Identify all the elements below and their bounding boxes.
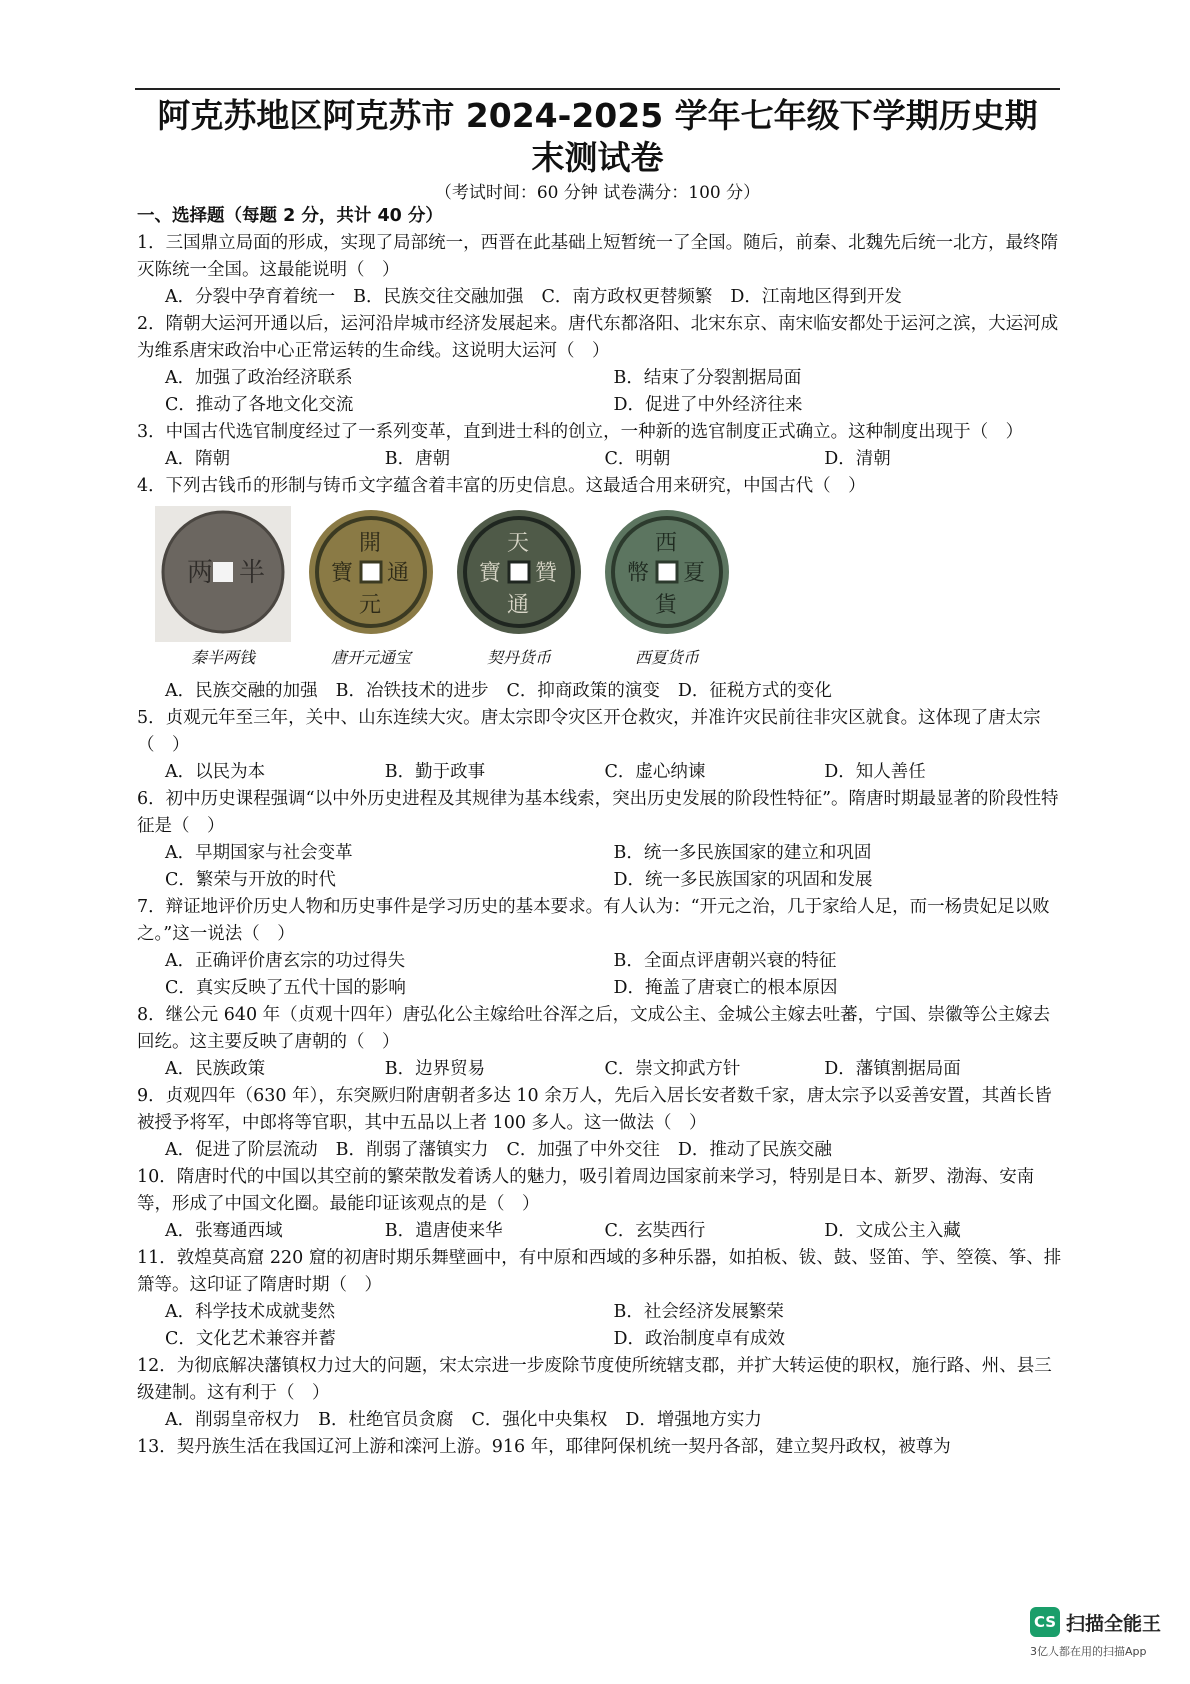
coin-char: 夏 [683,561,706,586]
option-a: A．科学技术成就斐然 [165,1302,336,1322]
option-c: C．真实反映了五代十国的影响 [165,978,406,998]
coin-char: 两 [187,558,214,588]
page-title-line2: 末测试卷 [531,138,664,177]
coin-caption: 唐开元通宝 [330,648,411,667]
option-d: D．藩镇割据局面 [824,1059,961,1079]
option-d: D．掩盖了唐衰亡的根本原因 [613,978,838,998]
option-b: B．统一多民族国家的建立和巩固 [613,843,872,863]
coin-khitan [451,506,587,676]
option-d: D．文成公主入藏 [824,1221,961,1241]
question-10 [137,1164,1062,1245]
option-b: B．边界贸易 [384,1059,486,1079]
question-stem: 7．辩证地评价历史人物和历史事件是学习历史的基本要求。有人认为：“开元之治，几于家给人足，而一杨贵妃足以败之。”这一说法（ ） [137,897,1050,944]
question-stem: 3．中国古代选官制度经过了一系列变革，直到进士科的创立，一种新的选官制度正式确立。这种制度出现于（ ） [137,422,1024,442]
option-c: C．玄奘西行 [604,1221,706,1241]
question-9 [137,1083,1062,1164]
coin-char: 寶 [331,561,354,586]
coin-char: 貨 [655,593,678,618]
header-rule [135,88,1060,90]
question-7 [137,894,1062,1002]
option-c: C．繁荣与开放的时代 [165,870,336,890]
question-4 [137,473,1062,705]
option-c: C．崇文抑武方针 [604,1059,741,1079]
question-stem: 10．隋唐时代的中国以其空前的繁荣散发着诱人的魅力，吸引着周边国家前来学习，特别是日本、新罗、渤海、安南等，形成了中国文化圈。最能印证该观点的是（ ） [137,1167,1035,1214]
question-stem: 5．贞观元年至三年，关中、山东连续大灾。唐太宗即令灾区开仓救灾，并准许灾民前往非灾区就食。这体现了唐太宗（ ） [137,708,1041,755]
coin-xixia [599,506,735,676]
question-stem: 8．继公元 640 年（贞观十四年）唐弘化公主嫁给吐谷浑之后，文成公主、金城公主嫁去吐蕃，宁国、崇徽等公主嫁去回纥。这主要反映了唐朝的（ ） [137,1005,1051,1052]
option-a: A．早期国家与社会变革 [165,843,353,863]
option-d: D．统一多民族国家的巩固和发展 [613,870,873,890]
option-b: B．勤于政事 [384,762,486,782]
question-options [137,948,1062,1002]
logo-text: 扫描全能王 [1066,1612,1162,1635]
question-options [137,1299,1062,1353]
option-d: D．江南地区得到开发 [730,287,902,307]
scanner-logo [1030,1607,1161,1637]
option-b: B．冶铁技术的进步 [335,681,489,701]
question-5 [137,705,1062,786]
option-a: A．加强了政治经济联系 [165,368,353,388]
question-stem: 12．为彻底解决藩镇权力过大的问题，宋太宗进一步废除节度使所统辖支郡，并扩大转运使的职权，施行路、州、县三级建制。这有利于（ ） [137,1356,1052,1403]
option-b: B．遣唐使来华 [384,1221,503,1241]
question-1 [137,230,1062,311]
coin-char: 元 [359,593,382,618]
cs-logo-icon: CS [1030,1607,1060,1637]
coin-qin [155,506,291,676]
option-d: D．征税方式的变化 [677,681,832,701]
question-6 [137,786,1062,894]
option-a: A．张骞通西域 [165,1221,283,1241]
question-options [137,1407,1062,1434]
option-c: C．推动了各地文化交流 [165,395,354,415]
option-a: A．以民为本 [165,762,266,782]
option-d: D．知人善任 [824,762,926,782]
coin-char: 天 [507,531,530,556]
question-options [137,759,1062,786]
coin-char: 西 [655,531,678,556]
coin-caption: 秦半两钱 [190,648,255,667]
logo-subtitle: 3亿人都在用的扫描App [1030,1645,1147,1658]
coin-qin-icon [155,506,291,642]
option-b: B．全面点评唐朝兴衰的特征 [613,951,837,971]
option-a: A．削弱皇帝权力 [165,1410,301,1430]
coin-kaiyuan [303,506,439,676]
coin-char: 半 [239,558,266,588]
coin-kaiyuan-icon [303,506,439,642]
question-options [137,284,1062,311]
option-b: B．结束了分裂割据局面 [613,368,802,388]
question-stem: 6．初中历史课程强调“以中外历史进程及其规律为基本线索，突出历史发展的阶段性特征”。隋唐时期最显著的阶段性特征是（ ） [137,789,1059,836]
option-c: C．虚心纳谏 [604,762,706,782]
option-d: D．增强地方实力 [625,1410,762,1430]
option-b: B．削弱了藩镇实力 [335,1140,489,1160]
option-b: B．杜绝官员贪腐 [318,1410,454,1430]
question-options [137,1218,1062,1245]
coin-char: 通 [387,561,410,586]
option-c: C．明朝 [604,449,671,469]
exam-content [137,203,1062,1461]
question-options [137,1137,1062,1164]
question-stem: 11．敦煌莫高窟 220 窟的初唐时期乐舞壁画中，有中原和西域的多种乐器，如拍板、钹、鼓、竖笛、竽、箜篌、筝、排箫等。这印证了隋唐时期（ ） [137,1248,1062,1295]
option-b: B．唐朝 [384,449,451,469]
option-d: D．政治制度卓有成效 [613,1329,786,1349]
question-8 [137,1002,1062,1083]
question-12 [137,1353,1062,1434]
option-a: A．民族交融的加强 [165,681,318,701]
option-d: D．推动了民族交融 [677,1140,832,1160]
question-options [137,1056,1062,1083]
coin-char: 通 [507,593,530,618]
question-11 [137,1245,1062,1353]
option-a: A．正确评价唐玄宗的功过得失 [165,951,406,971]
coin-char: 開 [359,531,382,556]
option-c: C．文化艺术兼容并蓄 [165,1329,336,1349]
option-b: B．民族交往交融加强 [353,287,524,307]
coin-char: 贊 [535,561,558,586]
coin-khitan-icon [451,506,587,642]
question-2 [137,311,1062,419]
coin-caption: 契丹货币 [486,648,551,667]
option-b: B．社会经济发展繁荣 [613,1302,784,1322]
question-options [137,365,1062,419]
question-stem: 2．隋朝大运河开通以后，运河沿岸城市经济发展起来。唐代东都洛阳、北宋东京、南宋临安都处于运河之滨，大运河成为维系唐宋政治中心正常运转的生命线。这说明大运河（ ） [137,314,1059,361]
exam-meta: （考试时间：60 分钟 试卷满分：100 分） [434,183,761,203]
question-3 [137,419,1062,473]
coin-char: 寶 [479,561,502,586]
option-a: A．民族政策 [165,1059,266,1079]
option-a: A．促进了阶层流动 [165,1140,318,1160]
page-title-line1: 阿克苏地区阿克苏市 2024-2025 学年七年级下学期历史期 [157,96,1038,135]
section-heading: 一、选择题（每题 2 分，共计 40 分） [137,206,443,226]
question-options [137,678,1062,705]
question-stem: 4．下列古钱币的形制与铸币文字蕴含着丰富的历史信息。这最适合用来研究，中国古代（ ） [137,476,866,496]
question-stem: 1．三国鼎立局面的形成，实现了局部统一，西晋在此基础上短暂统一了全国。随后，前秦、北魏先后统一北方，最终隋灭陈统一全国。这最能说明（ ） [137,233,1059,280]
question-stem: 9．贞观四年（630 年），东突厥归附唐朝者多达 10 余万人，先后入居长安者数千家，唐太宗予以妥善安置，其酋长皆被授予将军，中郎将等官职，其中五品以上者 100 多人。这一做法（ ） [137,1086,1052,1133]
question-stem: 13．契丹族生活在我国辽河上游和滦河上游。916 年，耶律阿保机统一契丹各部，建立契丹政权，被尊为 [137,1437,951,1457]
question-13 [137,1434,1062,1461]
coin-char: 幣 [627,561,650,586]
question-options [137,446,1062,473]
coin-xixia-icon [599,506,735,642]
option-c: C．加强了中外交往 [506,1140,660,1160]
option-a: A．分裂中孕育着统一 [165,287,336,307]
question-options [137,840,1062,894]
option-d: D．清朝 [824,449,891,469]
coin-images [155,506,1062,676]
coin-caption: 西夏货币 [634,648,699,667]
option-a: A．隋朝 [165,449,231,469]
option-c: C．强化中央集权 [471,1410,608,1430]
option-c: C．南方政权更替频繁 [541,287,713,307]
option-d: D．促进了中外经济往来 [613,395,803,415]
option-c: C．抑商政策的演变 [506,681,660,701]
